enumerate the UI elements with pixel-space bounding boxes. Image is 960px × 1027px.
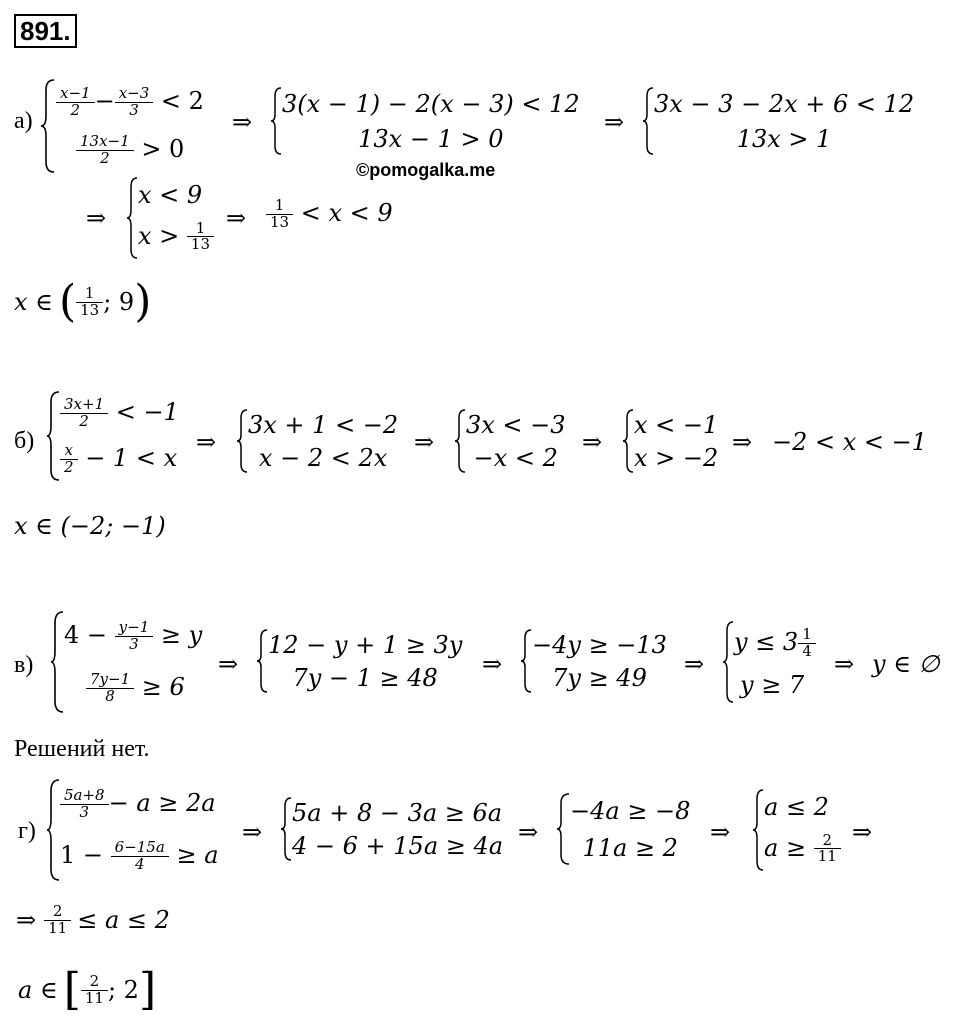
implies-arrow: ⇒ bbox=[226, 204, 247, 232]
implies-arrow: ⇒ bbox=[732, 428, 753, 456]
implies-arrow: ⇒ bbox=[710, 818, 731, 846]
implies-arrow: ⇒ bbox=[414, 428, 435, 456]
part-g-system-3: −4a ≥ −8 11a ≥ 2 bbox=[556, 792, 690, 866]
implies-arrow: ⇒ bbox=[518, 818, 539, 846]
part-v-result: y ∈ ∅ bbox=[872, 650, 940, 678]
part-b-system-3: 3x < −3 −x < 2 bbox=[454, 408, 566, 474]
fraction: $\frac{13x-1}{2}$ bbox=[78, 134, 132, 167]
no-solutions-text: Решений нет. bbox=[14, 736, 150, 762]
part-v-system-3: −4y ≥ −13 7y ≥ 49 bbox=[520, 628, 667, 694]
fraction: $\frac{7y-1}{8}$ bbox=[88, 672, 132, 705]
part-v-label: в) bbox=[14, 652, 34, 678]
part-b-system-4: x < −1 x > −2 bbox=[622, 408, 718, 474]
part-a-system-1: $\frac{x-1}{2}$ − $\frac{x-3}{3}$ < 2 $\frac{13x-1}{2}$ > 0 bbox=[40, 78, 204, 174]
problem-number: 891. bbox=[14, 14, 77, 48]
fraction: $\frac{x-3}{3}$ bbox=[117, 86, 152, 119]
fraction: $\frac{1}{13}$ bbox=[189, 221, 212, 254]
part-b-answer: x ∈ (−2; −1) bbox=[14, 512, 166, 540]
part-a-system-2: 3(x − 1) − 2(x − 3) < 12 13x − 1 > 0 bbox=[270, 86, 580, 156]
part-g-label: г) bbox=[18, 818, 36, 844]
fraction: $\frac{3x+1}{2}$ bbox=[62, 397, 106, 430]
implies-arrow: ⇒ bbox=[604, 108, 625, 136]
implies-arrow: ⇒ bbox=[852, 818, 873, 846]
part-g-inequality: ⇒ $\frac{2}{11}$ ≤ a ≤ 2 bbox=[16, 902, 170, 937]
part-b-system-1: $\frac{3x+1}{2}$ < −1 $\frac{x}{2}$ − 1 < x bbox=[46, 390, 179, 482]
fraction: $\frac{x}{2}$ bbox=[62, 443, 76, 476]
part-v-system-4: y ≤ 3 $\frac{1}{4}$ y ≥ 7 bbox=[722, 620, 816, 704]
part-g-system-2: 5a + 8 − 3a ≥ 6a 4 − 6 + 15a ≥ 4a bbox=[280, 796, 503, 862]
fraction: $\frac{x-1}{2}$ bbox=[58, 86, 93, 119]
implies-arrow: ⇒ bbox=[834, 650, 855, 678]
watermark: ©pomogalka.me bbox=[356, 160, 496, 180]
part-b-result: −2 < x < −1 bbox=[772, 428, 928, 456]
implies-arrow: ⇒ bbox=[482, 650, 503, 678]
part-a-system-3: 3x − 3 − 2x + 6 < 12 13x > 1 bbox=[642, 86, 914, 156]
part-v-system-1: 4 − $\frac{y-1}{3}$ ≥ y $\frac{7y-1}{8}$ ≥ 6 bbox=[50, 610, 202, 714]
part-g-system-1: $\frac{5a+8}{3}$ − a ≥ 2a 1 − $\frac{6-15a}{4}$ ≥ a bbox=[46, 778, 219, 882]
implies-arrow: ⇒ bbox=[684, 650, 705, 678]
fraction: $\frac{1}{4}$ bbox=[800, 627, 814, 660]
part-b-system-2: 3x + 1 < −2 x − 2 < 2x bbox=[236, 408, 398, 474]
fraction: $\frac{y-1}{3}$ bbox=[117, 620, 152, 653]
implies-arrow: ⇒ bbox=[582, 428, 603, 456]
fraction: $\frac{2}{11}$ bbox=[816, 833, 839, 866]
part-b-label: б) bbox=[14, 428, 35, 454]
fraction: $\frac{5a+8}{3}$ bbox=[62, 788, 107, 821]
part-v-system-2: 12 − y + 1 ≥ 3y 7y − 1 ≥ 48 bbox=[256, 628, 462, 694]
left-brace bbox=[40, 78, 56, 174]
implies-arrow: ⇒ bbox=[232, 108, 253, 136]
part-g-system-4: a ≤ 2 a ≥ $\frac{2}{11}$ bbox=[752, 788, 841, 872]
part-a-inequality: $\frac{1}{13}$ < x < 9 bbox=[266, 198, 393, 231]
fraction: $\frac{6-15a}{4}$ bbox=[113, 840, 167, 873]
implies-arrow: ⇒ bbox=[86, 204, 107, 232]
implies-arrow: ⇒ bbox=[196, 428, 217, 456]
implies-arrow: ⇒ bbox=[218, 650, 239, 678]
implies-arrow: ⇒ bbox=[242, 818, 263, 846]
part-a-answer: x ∈ ( $\frac{1}{13}$ ; 9 ) bbox=[14, 276, 152, 327]
part-a-system-4: x < 9 x > $\frac{1}{13}$ bbox=[126, 176, 214, 260]
part-a-label: а) bbox=[14, 108, 33, 134]
part-g-answer: a ∈ [ $\frac{2}{11}$ ; 2 ] bbox=[18, 964, 157, 1015]
